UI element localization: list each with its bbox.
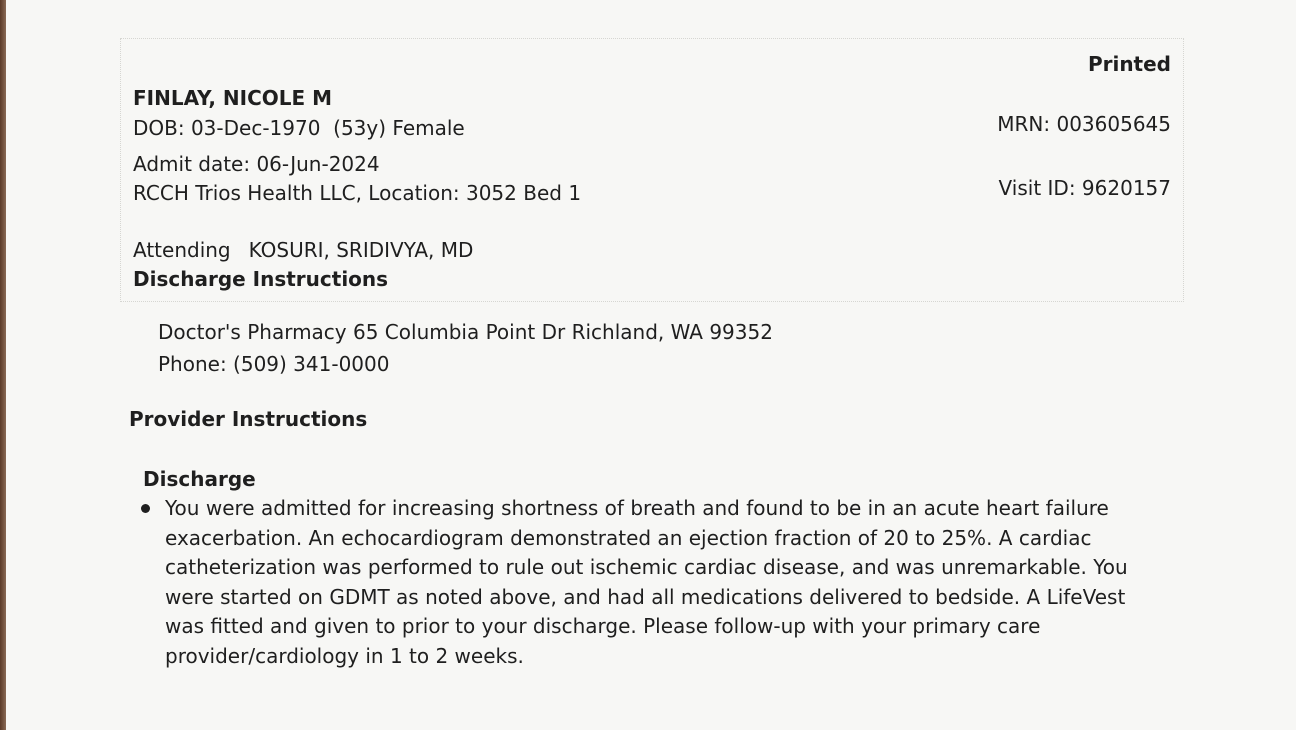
discharge-subsection-title: Discharge: [143, 467, 256, 491]
attending-label: Attending: [133, 238, 231, 262]
attending-line: [133, 238, 473, 262]
paragraph-line: catheterization was performed to rule out ischemic cardiac disease, and was unremarkable. You: [165, 555, 1128, 579]
admit-date: Admit date: 06-Jun-2024: [133, 152, 380, 176]
discharge-instructions-title: Discharge Instructions: [133, 267, 389, 291]
pharmacy-phone: Phone: (509) 341-0000: [158, 352, 390, 376]
bullet-dot: [141, 504, 150, 513]
paragraph-line: You were admitted for increasing shortness of breath and found to be in an acute heart failure: [165, 496, 1109, 520]
attending-name: KOSURI, SRIDIVYA, MD: [248, 238, 474, 262]
paragraph-line: were started on GDMT as noted above, and had all medications delivered to bedside. A LifeVest: [165, 584, 1126, 609]
pharmacy-address: Doctor's Pharmacy 65 Columbia Point Dr Richland, WA 99352: [158, 320, 773, 344]
facility-location: RCCH Trios Health LLC, Location: 3052 Bed 1: [133, 181, 582, 205]
paragraph-line: was fitted and given to prior to your discharge. Please follow-up with your primary care: [165, 614, 1041, 638]
paragraph-line: exacerbation. An echocardiogram demonstrated an ejection fraction of 20 to 25%. A cardiac: [165, 525, 1092, 550]
printed-label: Printed: [1087, 52, 1171, 76]
mrn: MRN: 003605645: [997, 112, 1171, 136]
paragraph-line: provider/cardiology in 1 to 2 weeks.: [165, 643, 524, 668]
discharge-paragraph: [165, 494, 1165, 671]
provider-instructions-title: Provider Instructions: [129, 407, 368, 431]
patient-name: FINLAY, NICOLE M: [133, 86, 333, 110]
dob-line: DOB: 03-Dec-1970 (53y) Female: [133, 116, 465, 140]
visit-id: Visit ID: 9620157: [998, 176, 1171, 200]
